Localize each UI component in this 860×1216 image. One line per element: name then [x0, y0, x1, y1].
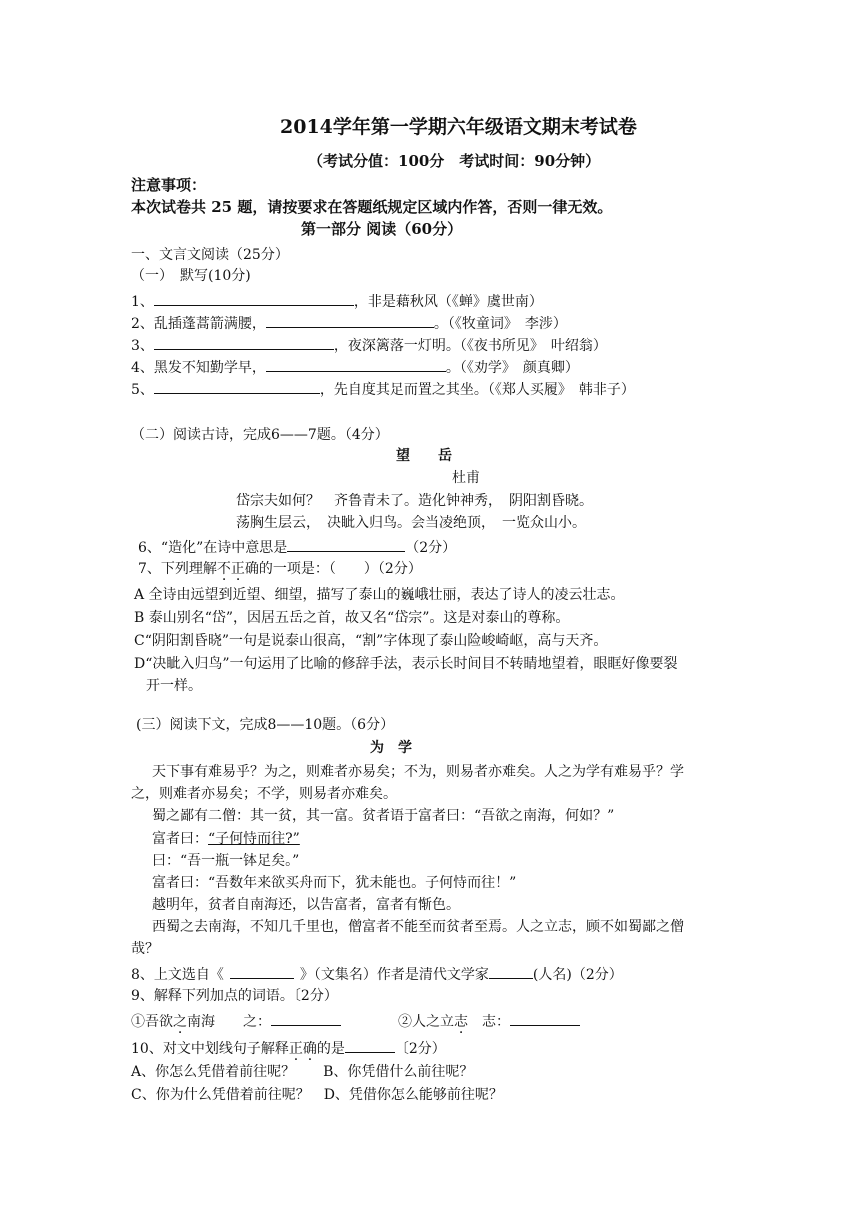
answer-blank[interactable] — [154, 291, 354, 306]
notice-text: 本次试卷共 25 题，请按要求在答题纸规定区域内作答，否则一律无效。 — [131, 198, 613, 216]
answer-blank[interactable] — [154, 335, 334, 350]
question-1: 1、 ，非是藉秋风（《蝉》虞世南） — [131, 291, 543, 311]
underlined-sentence: “子何恃而往?” — [208, 831, 300, 847]
answer-blank[interactable] — [287, 537, 405, 552]
answer-blank[interactable] — [489, 964, 533, 979]
question-8: 8、上文选自《 》（文集名）作者是清代文学家 (人名)（2分） — [131, 964, 623, 984]
question-10-options-cd: C、你为什么凭借着前往呢？ D、凭借你怎么能够前往呢？ — [131, 1087, 503, 1103]
para-5: 富者曰：“吾数年来欲买舟而下，犹未能也。子何恃而往！” — [152, 875, 517, 891]
exam-subtitle: （考试分值：100分 考试时间：90分钟） — [308, 152, 601, 170]
poem-line-2: 荡胸生层云， 决眦入归鸟。会当凌绝顶， 一览众山小。 — [236, 515, 586, 531]
para-3: 富者曰：“子何恃而往?” — [152, 831, 300, 847]
text-title: 为 学 — [370, 740, 412, 756]
option-c: C“阴阳割昏晓”一句是说泰山很高，“割”字体现了泰山险峻崎岖，高与天齐。 — [134, 633, 608, 649]
question-9-2: ②人之立志 志： — [398, 1011, 580, 1031]
section1-sub1: （一） 默写(10分) — [131, 268, 251, 284]
section1-title: 一、文言文阅读（25分） — [131, 247, 289, 263]
answer-blank[interactable] — [266, 357, 446, 372]
question-9-1: ①吾欲之南海 之： — [131, 1011, 341, 1031]
para-7b: 哉？ — [131, 941, 159, 957]
question-4: 4、黑发不知勤学早， 。（《劝学》 颜真卿） — [131, 357, 579, 377]
para-7a: 西蜀之去南海，不知几千里也，僧富者不能至而贫者至焉。人之立志，顾不如蜀鄙之僧 — [152, 919, 684, 935]
question-3: 3、 ，夜深篱落一灯明。（《夜书所见》 叶绍翁） — [131, 335, 607, 355]
answer-blank[interactable] — [510, 1011, 580, 1026]
para-2: 蜀之鄙有二僧：其一贫，其一富。贫者语于富者曰：“吾欲之南海，何如？” — [152, 808, 615, 824]
option-a: A 全诗由远望到近望、细望，描写了泰山的巍峨壮丽，表达了诗人的凌云壮志。 — [134, 587, 625, 603]
page-title: 2014学年第一学期六年级语文期末考试卷 — [280, 116, 637, 138]
answer-blank[interactable] — [345, 1038, 395, 1053]
section3-title: (三）阅读下文，完成8——10题。（6分） — [136, 717, 395, 733]
question-10-options-ab: A、你怎么凭借着前往呢？ B、你凭借什么前往呢？ — [131, 1064, 474, 1080]
answer-blank[interactable] — [271, 1011, 341, 1026]
para-1b: 之，则难者亦易矣；不学，则易者亦难矣。 — [131, 786, 397, 802]
para-1a: 天下事有难易乎？为之，则难者亦易矣；不为，则易者亦难矣。人之为学有难易乎？学 — [152, 764, 684, 780]
question-9: 9、解释下列加点的词语。〔2分） — [131, 988, 338, 1004]
option-b: B 泰山别名“岱”，因居五岳之首，故又名“岱宗”。这是对泰山的尊称。 — [134, 610, 570, 626]
poem-author: 杜甫 — [452, 470, 480, 486]
para-4: 曰：“吾一瓶一钵足矣。” — [152, 853, 300, 869]
answer-blank[interactable] — [154, 379, 320, 394]
poem-line-1: 岱宗夫如何？ 齐鲁青未了。造化钟神秀， 阴阳割昏晓。 — [236, 493, 593, 509]
notice-label: 注意事项： — [131, 176, 207, 194]
answer-blank[interactable] — [230, 964, 294, 979]
question-7: 7、下列理解不正确的一项是：（ ）（2分） — [138, 561, 422, 577]
question-6: 6、“造化”在诗中意思是 （2分） — [138, 537, 456, 557]
question-5: 5、 ，先自度其足而置之其坐。（《郑人买履》 韩非子） — [131, 379, 635, 399]
question-10: 10、对文中划线句子解释正确的是 〔2分） — [131, 1038, 446, 1058]
question-2: 2、乱插蓬蒿箭满腰， 。（《牧童词》 李涉） — [131, 313, 567, 333]
part1-heading: 第一部分 阅读（60分） — [301, 220, 463, 238]
para-6: 越明年，贫者自南海还，以告富者，富者有惭色。 — [152, 897, 460, 913]
option-d: D“决眦入归鸟”一句运用了比喻的修辞手法，表示长时间目不转睛地望着，眼眶好像要裂 — [134, 656, 678, 672]
section2-title: （二）阅读古诗，完成6——7题。（4分） — [131, 427, 389, 443]
option-d-cont: 开一样。 — [146, 678, 202, 694]
poem-title: 望 岳 — [396, 448, 452, 464]
answer-blank[interactable] — [266, 313, 434, 328]
